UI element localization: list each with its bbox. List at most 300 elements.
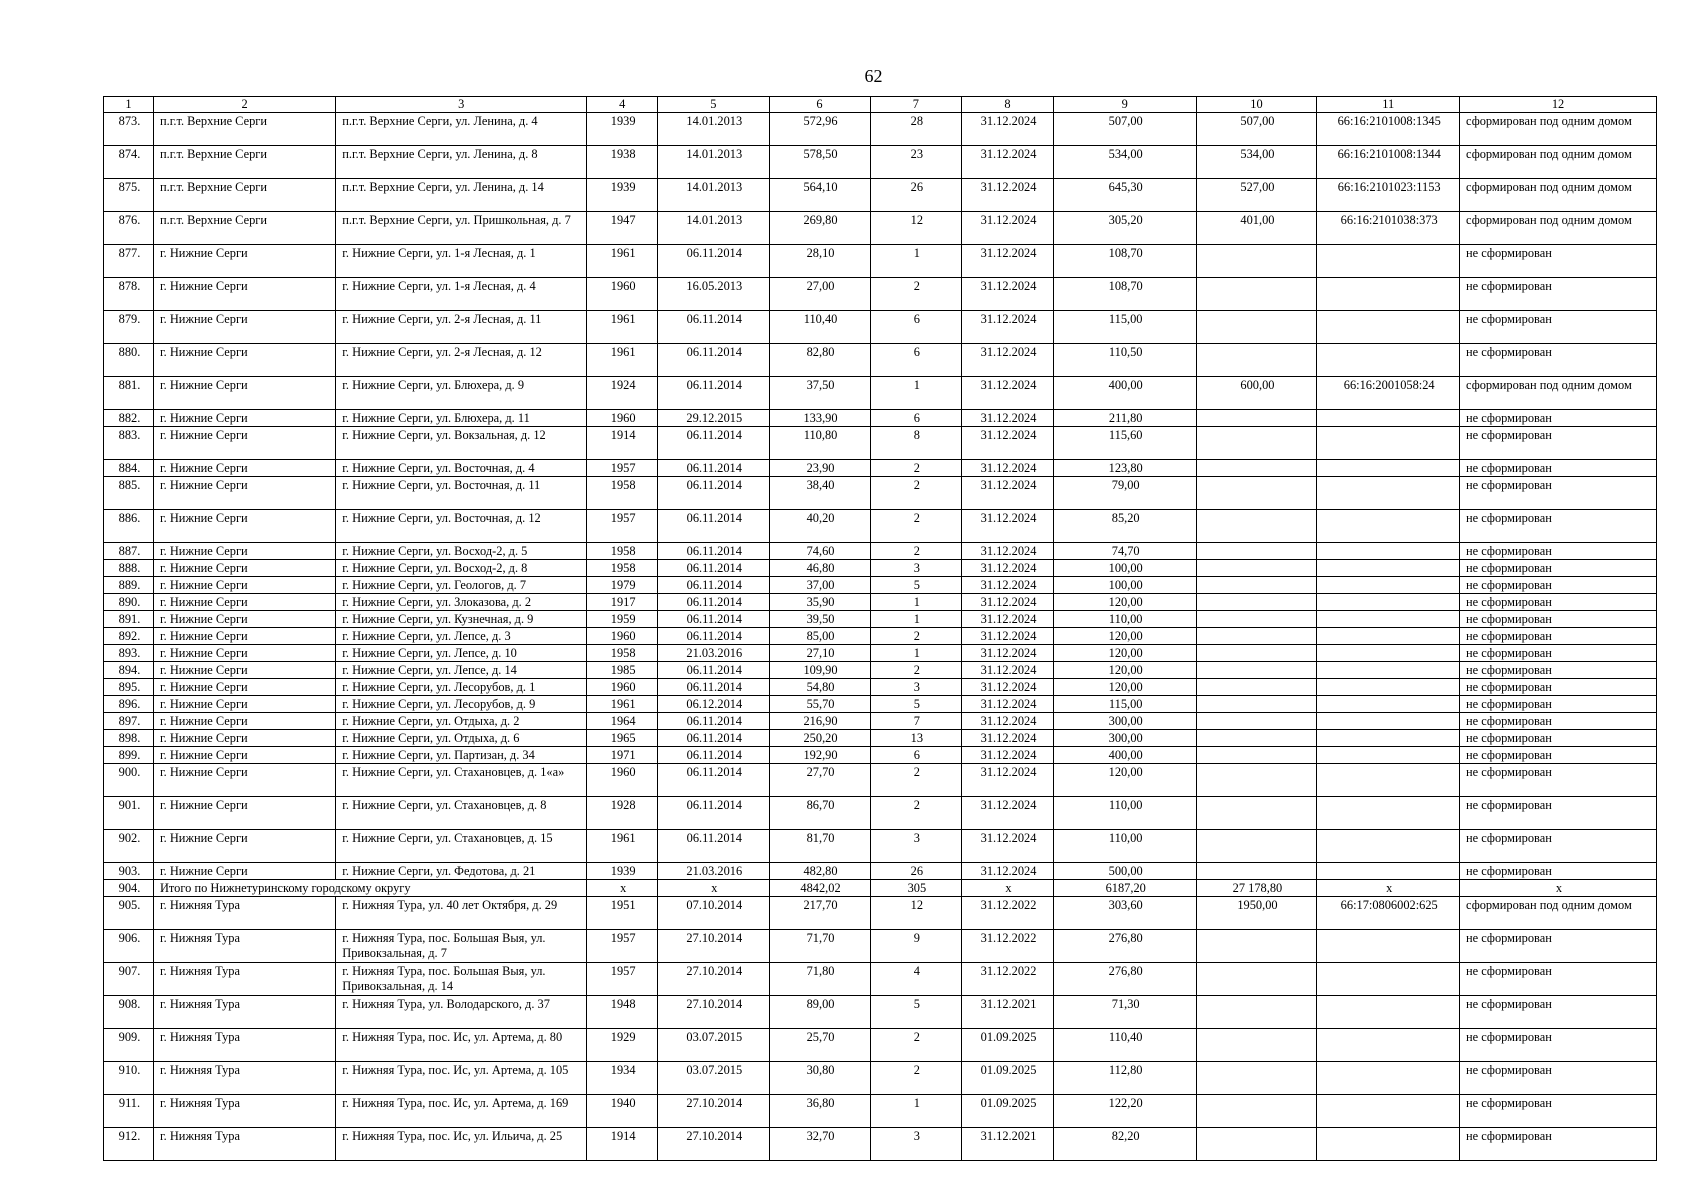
address-cell: г. Нижняя Тура, пос. Ис, ул. Артема, д. 80: [336, 1029, 587, 1062]
land-area-cell: 303,60: [1053, 897, 1196, 930]
land-area-cell: 120,00: [1053, 645, 1196, 662]
settlement-cell: г. Нижние Серги: [153, 344, 335, 377]
total-deadline-cell: x: [962, 880, 1054, 897]
deadline-cell: 31.12.2024: [962, 560, 1054, 577]
date-cell: 14.01.2013: [658, 212, 769, 245]
deadline-cell: 31.12.2024: [962, 611, 1054, 628]
row-number: 881.: [104, 377, 154, 410]
plot-area-cell: [1196, 645, 1317, 662]
date-cell: 06.11.2014: [658, 577, 769, 594]
settlement-cell: г. Нижние Серги: [153, 510, 335, 543]
area-cell: 133,90: [769, 410, 870, 427]
settlement-cell: г. Нижние Серги: [153, 577, 335, 594]
date-cell: 14.01.2013: [658, 113, 769, 146]
area-cell: 27,10: [769, 645, 870, 662]
deadline-cell: 01.09.2025: [962, 1062, 1054, 1095]
area-cell: 37,50: [769, 377, 870, 410]
cadastral-number-cell: [1317, 1128, 1460, 1161]
plot-area-cell: [1196, 344, 1317, 377]
total-date-cell: x: [658, 880, 769, 897]
cadastral-number-cell: 66:16:2101008:1344: [1317, 146, 1460, 179]
plot-area-cell: [1196, 1128, 1317, 1161]
year-cell: 1934: [587, 1062, 658, 1095]
status-cell: сформирован под одним домом: [1460, 113, 1657, 146]
area-cell: 35,90: [769, 594, 870, 611]
table-row: [104, 963, 1657, 996]
residents-cell: 4: [870, 963, 962, 996]
row-number: 904.: [104, 880, 154, 897]
cadastral-number-cell: [1317, 730, 1460, 747]
cadastral-number-cell: [1317, 679, 1460, 696]
plot-area-cell: [1196, 543, 1317, 560]
area-cell: 25,70: [769, 1029, 870, 1062]
address-cell: п.г.т. Верхние Серги, ул. Ленина, д. 14: [336, 179, 587, 212]
year-cell: 1940: [587, 1095, 658, 1128]
status-cell: не сформирован: [1460, 996, 1657, 1029]
deadline-cell: 31.12.2024: [962, 679, 1054, 696]
year-cell: 1985: [587, 662, 658, 679]
row-number: 896.: [104, 696, 154, 713]
deadline-cell: 31.12.2024: [962, 696, 1054, 713]
row-number: 883.: [104, 427, 154, 460]
year-cell: 1971: [587, 747, 658, 764]
status-cell: сформирован под одним домом: [1460, 146, 1657, 179]
land-area-cell: 110,00: [1053, 830, 1196, 863]
row-number: 876.: [104, 212, 154, 245]
column-number: 11: [1317, 97, 1460, 113]
status-cell: не сформирован: [1460, 611, 1657, 628]
area-cell: 30,80: [769, 1062, 870, 1095]
cadastral-number-cell: [1317, 477, 1460, 510]
row-number: 892.: [104, 628, 154, 645]
cadastral-number-cell: [1317, 460, 1460, 477]
column-number: 2: [153, 97, 335, 113]
residents-cell: 6: [870, 747, 962, 764]
status-cell: не сформирован: [1460, 560, 1657, 577]
status-cell: не сформирован: [1460, 764, 1657, 797]
cadastral-number-cell: [1317, 543, 1460, 560]
status-cell: не сформирован: [1460, 628, 1657, 645]
settlement-cell: г. Нижняя Тура: [153, 1029, 335, 1062]
status-cell: не сформирован: [1460, 696, 1657, 713]
cadastral-number-cell: [1317, 510, 1460, 543]
land-area-cell: 82,20: [1053, 1128, 1196, 1161]
date-cell: 14.01.2013: [658, 146, 769, 179]
cadastral-number-cell: [1317, 628, 1460, 645]
address-cell: г. Нижние Серги, ул. 2-я Лесная, д. 11: [336, 311, 587, 344]
land-area-cell: 534,00: [1053, 146, 1196, 179]
date-cell: 06.11.2014: [658, 543, 769, 560]
year-cell: 1960: [587, 679, 658, 696]
year-cell: 1958: [587, 477, 658, 510]
date-cell: 06.11.2014: [658, 560, 769, 577]
plot-area-cell: [1196, 628, 1317, 645]
row-number: 907.: [104, 963, 154, 996]
area-cell: 37,00: [769, 577, 870, 594]
deadline-cell: 31.12.2024: [962, 377, 1054, 410]
residents-cell: 2: [870, 510, 962, 543]
address-cell: г. Нижние Серги, ул. 1-я Лесная, д. 1: [336, 245, 587, 278]
cadastral-number-cell: [1317, 311, 1460, 344]
land-area-cell: 400,00: [1053, 747, 1196, 764]
status-cell: не сформирован: [1460, 1095, 1657, 1128]
column-number: 6: [769, 97, 870, 113]
row-number: 879.: [104, 311, 154, 344]
table-row: [104, 1029, 1657, 1062]
land-area-cell: 108,70: [1053, 245, 1196, 278]
row-number: 889.: [104, 577, 154, 594]
settlement-cell: г. Нижние Серги: [153, 278, 335, 311]
residents-cell: 2: [870, 764, 962, 797]
area-cell: 38,40: [769, 477, 870, 510]
residents-cell: 2: [870, 628, 962, 645]
row-number: 882.: [104, 410, 154, 427]
deadline-cell: 31.12.2022: [962, 897, 1054, 930]
row-number: 899.: [104, 747, 154, 764]
land-area-cell: 507,00: [1053, 113, 1196, 146]
column-number: 7: [870, 97, 962, 113]
row-number: 900.: [104, 764, 154, 797]
area-cell: 86,70: [769, 797, 870, 830]
year-cell: 1960: [587, 628, 658, 645]
area-cell: 27,00: [769, 278, 870, 311]
land-area-cell: 112,80: [1053, 1062, 1196, 1095]
area-cell: 110,40: [769, 311, 870, 344]
residents-cell: 6: [870, 410, 962, 427]
land-area-cell: 108,70: [1053, 278, 1196, 311]
cadastral-number-cell: [1317, 713, 1460, 730]
row-number: 873.: [104, 113, 154, 146]
column-number: 5: [658, 97, 769, 113]
row-number: 906.: [104, 930, 154, 963]
land-area-cell: 115,00: [1053, 696, 1196, 713]
table-row: [104, 245, 1657, 278]
status-cell: не сформирован: [1460, 930, 1657, 963]
row-number: 910.: [104, 1062, 154, 1095]
address-cell: г. Нижние Серги, ул. Восточная, д. 12: [336, 510, 587, 543]
table-row: [104, 662, 1657, 679]
cadastral-number-cell: 66:16:2101023:1153: [1317, 179, 1460, 212]
settlement-cell: п.г.т. Верхние Серги: [153, 146, 335, 179]
residents-cell: 2: [870, 1062, 962, 1095]
land-area-cell: 120,00: [1053, 628, 1196, 645]
residents-cell: 2: [870, 1029, 962, 1062]
cadastral-number-cell: [1317, 863, 1460, 880]
area-cell: 55,70: [769, 696, 870, 713]
cadastral-number-cell: [1317, 611, 1460, 628]
deadline-cell: 31.12.2024: [962, 730, 1054, 747]
address-cell: г. Нижние Серги, ул. Восход-2, д. 5: [336, 543, 587, 560]
area-cell: 27,70: [769, 764, 870, 797]
table-row: [104, 113, 1657, 146]
year-cell: 1958: [587, 645, 658, 662]
land-area-cell: 120,00: [1053, 679, 1196, 696]
year-cell: 1917: [587, 594, 658, 611]
year-cell: 1960: [587, 278, 658, 311]
row-number: 911.: [104, 1095, 154, 1128]
settlement-cell: п.г.т. Верхние Серги: [153, 179, 335, 212]
column-number: 12: [1460, 97, 1657, 113]
table-row: [104, 477, 1657, 510]
area-cell: 46,80: [769, 560, 870, 577]
year-cell: 1958: [587, 543, 658, 560]
settlement-cell: г. Нижние Серги: [153, 662, 335, 679]
residents-cell: 23: [870, 146, 962, 179]
settlement-cell: г. Нижние Серги: [153, 679, 335, 696]
date-cell: 06.11.2014: [658, 460, 769, 477]
settlement-cell: г. Нижние Серги: [153, 311, 335, 344]
plot-area-cell: [1196, 963, 1317, 996]
year-cell: 1939: [587, 863, 658, 880]
address-cell: г. Нижние Серги, ул. Кузнечная, д. 9: [336, 611, 587, 628]
deadline-cell: 31.12.2024: [962, 594, 1054, 611]
settlement-cell: г. Нижняя Тура: [153, 1095, 335, 1128]
year-cell: 1914: [587, 427, 658, 460]
plot-area-cell: [1196, 245, 1317, 278]
date-cell: 06.11.2014: [658, 477, 769, 510]
table-row: [104, 930, 1657, 963]
settlement-cell: г. Нижние Серги: [153, 696, 335, 713]
date-cell: 06.11.2014: [658, 679, 769, 696]
land-area-cell: 120,00: [1053, 594, 1196, 611]
area-cell: 32,70: [769, 1128, 870, 1161]
column-number: 3: [336, 97, 587, 113]
year-cell: 1979: [587, 577, 658, 594]
status-cell: не сформирован: [1460, 963, 1657, 996]
row-number: 891.: [104, 611, 154, 628]
total-land-area-cell: 6187,20: [1053, 880, 1196, 897]
date-cell: 29.12.2015: [658, 410, 769, 427]
deadline-cell: 31.12.2024: [962, 863, 1054, 880]
table-row: [104, 179, 1657, 212]
table-row: [104, 410, 1657, 427]
cadastral-number-cell: [1317, 764, 1460, 797]
deadline-cell: 31.12.2024: [962, 113, 1054, 146]
plot-area-cell: [1196, 577, 1317, 594]
area-cell: 81,70: [769, 830, 870, 863]
area-cell: 217,70: [769, 897, 870, 930]
row-number: 885.: [104, 477, 154, 510]
residents-cell: 26: [870, 179, 962, 212]
status-cell: сформирован под одним домом: [1460, 377, 1657, 410]
residents-cell: 1: [870, 611, 962, 628]
residents-cell: 2: [870, 460, 962, 477]
address-cell: г. Нижние Серги, ул. Лепсе, д. 14: [336, 662, 587, 679]
row-number: 901.: [104, 797, 154, 830]
cadastral-number-cell: [1317, 560, 1460, 577]
cadastral-number-cell: 66:16:2001058:24: [1317, 377, 1460, 410]
status-cell: сформирован под одним домом: [1460, 212, 1657, 245]
year-cell: 1939: [587, 179, 658, 212]
settlement-cell: г. Нижняя Тура: [153, 996, 335, 1029]
residents-cell: 5: [870, 996, 962, 1029]
table-row: [104, 460, 1657, 477]
settlement-cell: п.г.т. Верхние Серги: [153, 212, 335, 245]
settlement-cell: г. Нижние Серги: [153, 410, 335, 427]
table-row: [104, 713, 1657, 730]
land-area-cell: 100,00: [1053, 560, 1196, 577]
land-area-cell: 110,00: [1053, 611, 1196, 628]
year-cell: 1924: [587, 377, 658, 410]
land-area-cell: 276,80: [1053, 930, 1196, 963]
settlement-cell: г. Нижние Серги: [153, 863, 335, 880]
area-cell: 110,80: [769, 427, 870, 460]
plot-area-cell: [1196, 696, 1317, 713]
address-cell: г. Нижние Серги, ул. Лепсе, д. 3: [336, 628, 587, 645]
settlement-cell: г. Нижние Серги: [153, 628, 335, 645]
status-cell: не сформирован: [1460, 245, 1657, 278]
land-area-cell: 110,40: [1053, 1029, 1196, 1062]
plot-area-cell: [1196, 930, 1317, 963]
area-cell: 36,80: [769, 1095, 870, 1128]
cadastral-number-cell: [1317, 594, 1460, 611]
plot-area-cell: [1196, 477, 1317, 510]
status-cell: не сформирован: [1460, 427, 1657, 460]
year-cell: 1928: [587, 797, 658, 830]
table-row: [104, 747, 1657, 764]
cadastral-number-cell: 66:16:2101008:1345: [1317, 113, 1460, 146]
settlement-cell: г. Нижние Серги: [153, 377, 335, 410]
year-cell: 1958: [587, 560, 658, 577]
table-row: [104, 427, 1657, 460]
area-cell: 71,80: [769, 963, 870, 996]
date-cell: 03.07.2015: [658, 1062, 769, 1095]
row-number: 874.: [104, 146, 154, 179]
row-number: 903.: [104, 863, 154, 880]
date-cell: 06.11.2014: [658, 344, 769, 377]
settlement-cell: г. Нижние Серги: [153, 543, 335, 560]
table-row: [104, 696, 1657, 713]
residents-cell: 12: [870, 897, 962, 930]
residents-cell: 2: [870, 662, 962, 679]
plot-area-cell: [1196, 996, 1317, 1029]
area-cell: 482,80: [769, 863, 870, 880]
deadline-cell: 31.12.2024: [962, 146, 1054, 179]
year-cell: 1961: [587, 696, 658, 713]
year-cell: 1961: [587, 344, 658, 377]
area-cell: 82,80: [769, 344, 870, 377]
area-cell: 216,90: [769, 713, 870, 730]
residents-cell: 13: [870, 730, 962, 747]
table-row: [104, 1095, 1657, 1128]
status-cell: не сформирован: [1460, 1029, 1657, 1062]
year-cell: 1957: [587, 963, 658, 996]
settlement-cell: г. Нижняя Тура: [153, 1128, 335, 1161]
address-cell: г. Нижние Серги, ул. Восход-2, д. 8: [336, 560, 587, 577]
residents-cell: 3: [870, 679, 962, 696]
row-number: 893.: [104, 645, 154, 662]
status-cell: не сформирован: [1460, 460, 1657, 477]
land-area-cell: 300,00: [1053, 730, 1196, 747]
row-number: 908.: [104, 996, 154, 1029]
plot-area-cell: [1196, 730, 1317, 747]
row-number: 905.: [104, 897, 154, 930]
page-number: 62: [864, 66, 883, 86]
date-cell: 27.10.2014: [658, 996, 769, 1029]
year-cell: 1914: [587, 1128, 658, 1161]
row-number: 894.: [104, 662, 154, 679]
deadline-cell: 31.12.2024: [962, 179, 1054, 212]
area-cell: 564,10: [769, 179, 870, 212]
row-number: 886.: [104, 510, 154, 543]
residents-cell: 6: [870, 311, 962, 344]
plot-area-cell: [1196, 764, 1317, 797]
plot-area-cell: 1950,00: [1196, 897, 1317, 930]
area-cell: 250,20: [769, 730, 870, 747]
year-cell: 1948: [587, 996, 658, 1029]
cadastral-number-cell: [1317, 830, 1460, 863]
plot-area-cell: [1196, 797, 1317, 830]
residents-cell: 2: [870, 278, 962, 311]
land-area-cell: 110,00: [1053, 797, 1196, 830]
year-cell: 1961: [587, 245, 658, 278]
plot-area-cell: [1196, 460, 1317, 477]
address-cell: г. Нижние Серги, ул. Восточная, д. 11: [336, 477, 587, 510]
table-row: [104, 764, 1657, 797]
plot-area-cell: [1196, 830, 1317, 863]
address-cell: г. Нижняя Тура, пос. Ис, ул. Ильича, д. 25: [336, 1128, 587, 1161]
date-cell: 06.12.2014: [658, 696, 769, 713]
area-cell: 39,50: [769, 611, 870, 628]
area-cell: 40,20: [769, 510, 870, 543]
plot-area-cell: [1196, 278, 1317, 311]
deadline-cell: 31.12.2024: [962, 344, 1054, 377]
land-area-cell: 120,00: [1053, 662, 1196, 679]
address-cell: г. Нижние Серги, ул. Стахановцев, д. 15: [336, 830, 587, 863]
address-cell: г. Нижние Серги, ул. Злоказова, д. 2: [336, 594, 587, 611]
deadline-cell: 31.12.2024: [962, 212, 1054, 245]
residents-cell: 8: [870, 427, 962, 460]
year-cell: 1961: [587, 830, 658, 863]
table-row: [104, 996, 1657, 1029]
deadline-cell: 31.12.2024: [962, 713, 1054, 730]
plot-area-cell: [1196, 1095, 1317, 1128]
settlement-cell: п.г.т. Верхние Серги: [153, 113, 335, 146]
date-cell: 06.11.2014: [658, 611, 769, 628]
deadline-cell: 31.12.2024: [962, 830, 1054, 863]
plot-area-cell: [1196, 679, 1317, 696]
year-cell: 1959: [587, 611, 658, 628]
residents-cell: 7: [870, 713, 962, 730]
housing-registry-table: [103, 96, 1657, 1161]
status-cell: не сформирован: [1460, 278, 1657, 311]
settlement-cell: г. Нижние Серги: [153, 560, 335, 577]
date-cell: 21.03.2016: [658, 645, 769, 662]
deadline-cell: 31.12.2024: [962, 245, 1054, 278]
address-cell: г. Нижние Серги, ул. 1-я Лесная, д. 4: [336, 278, 587, 311]
land-area-cell: 400,00: [1053, 377, 1196, 410]
date-cell: 27.10.2014: [658, 1095, 769, 1128]
total-year-cell: x: [587, 880, 658, 897]
plot-area-cell: [1196, 510, 1317, 543]
area-cell: 71,70: [769, 930, 870, 963]
table-row: [104, 577, 1657, 594]
plot-area-cell: [1196, 410, 1317, 427]
date-cell: 06.11.2014: [658, 730, 769, 747]
cadastral-number-cell: [1317, 662, 1460, 679]
settlement-cell: г. Нижние Серги: [153, 797, 335, 830]
total-cadastral-cell: x: [1317, 880, 1460, 897]
land-area-cell: 645,30: [1053, 179, 1196, 212]
settlement-cell: г. Нижние Серги: [153, 747, 335, 764]
row-number: 875.: [104, 179, 154, 212]
year-cell: 1929: [587, 1029, 658, 1062]
land-area-cell: 120,00: [1053, 764, 1196, 797]
cadastral-number-cell: [1317, 1029, 1460, 1062]
year-cell: 1957: [587, 460, 658, 477]
table-row: [104, 510, 1657, 543]
land-area-cell: 211,80: [1053, 410, 1196, 427]
